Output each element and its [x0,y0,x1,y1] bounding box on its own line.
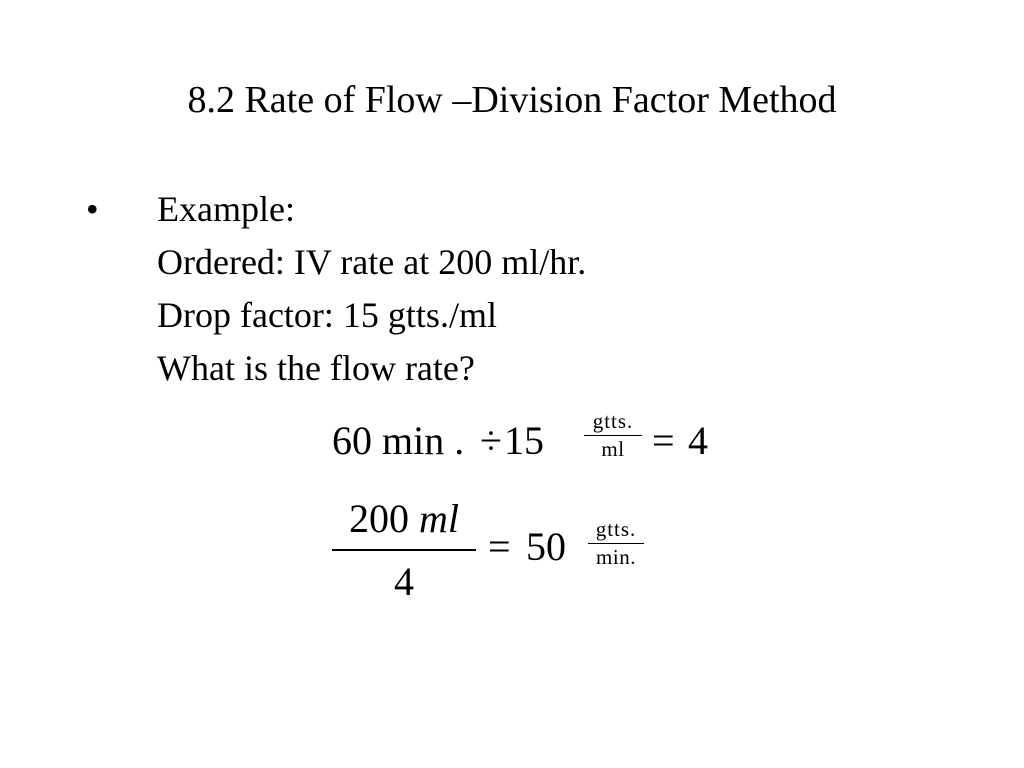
eq2-result: 50 [526,524,566,569]
slide-title: 8.2 Rate of Flow –Division Factor Method [187,79,837,121]
ordered-line: Ordered: IV rate at 200 ml/hr. [157,242,587,282]
equation-flow-rate [332,494,652,614]
eq1-divide-sign: ÷ [480,418,502,463]
eq1-equals-sign: = [652,418,675,463]
eq1-result: 4 [688,418,708,463]
eq2-denominator: 4 [394,559,414,604]
eq1-minutes: 60 min . [332,418,465,463]
eq2-fraction-bar [332,549,476,551]
eq1-unit-fraction [584,410,642,460]
eq1-unit-bottom: ml [601,437,625,461]
eq2-unit-bottom: min. [596,545,636,569]
eq2-numerator [332,494,476,544]
eq2-numerator-value: 200 [349,496,409,541]
drop-factor-line: Drop factor: 15 gtts./ml [157,295,497,335]
eq1-fraction-bar [584,435,642,436]
bullet-text-block [157,183,586,395]
example-label: Example: [157,189,295,229]
eq2-equals-sign: = [488,524,511,569]
question-line: What is the flow rate? [157,348,475,388]
eq2-main-fraction [332,494,476,607]
eq2-unit-fraction [588,518,644,568]
eq2-numerator-unit: ml [419,496,459,541]
eq2-unit-top: gtts. [595,517,637,541]
bullet-marker: • [86,189,99,229]
eq2-unit-bar [588,543,644,544]
eq1-unit-top: gtts. [592,409,634,433]
eq1-drop-factor: 15 [504,418,544,463]
